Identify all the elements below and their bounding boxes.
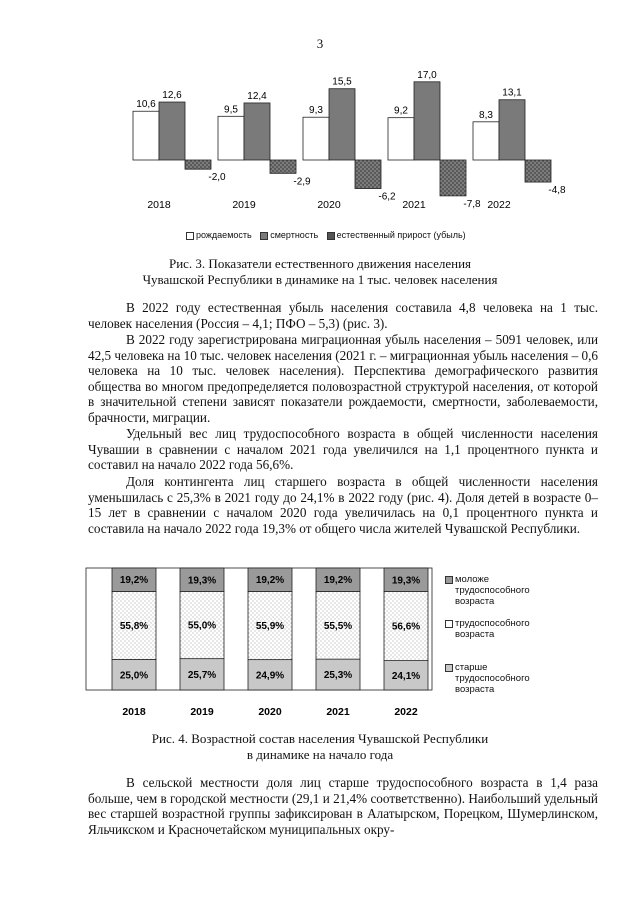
segment-label-1-2022: 56,6%	[391, 621, 421, 633]
x-tick-label-2022: 2022	[394, 706, 418, 718]
bar-рождаемость-2019	[218, 116, 244, 160]
legend-working-line2: возраста	[455, 629, 495, 640]
paragraph-5: В сельской местности доля лиц старше трудоспособного возраста в 1,4 раза больше, чем в городской местности (29,1 и 21,4% соответственно). Наибольший удельный вес старшей возрастной группы зафиксирован в Алатырском, Порецком, Шумерлинском, Яльчикском и Красночетайском муниципальных окру-	[88, 775, 598, 837]
x-tick-label-2022: 2022	[487, 199, 511, 211]
legend-younger-line3: возраста	[455, 596, 495, 607]
x-tick-label-2021: 2021	[402, 199, 426, 211]
figure3-legend	[180, 230, 466, 240]
data-label-смертность-2020: 15,5	[332, 76, 352, 88]
data-label-рождаемость-2018: 10,6	[136, 99, 156, 111]
figure4-caption	[60, 731, 580, 763]
segment-label-2-2018: 19,2%	[119, 575, 149, 587]
x-tick-label-2019: 2019	[232, 199, 256, 211]
legend-younger-line2: трудоспособного	[455, 585, 530, 596]
segment-label-2-2019: 19,3%	[187, 575, 217, 587]
figure4-caption-line1: Рис. 4. Возрастной состав населения Чувашской Республики	[151, 731, 489, 746]
figure3-caption-line2: Чувашской Республики в динамике на 1 тыс. человек населения	[142, 272, 498, 287]
data-label-естественный-2018: -2,0	[208, 172, 226, 184]
paragraph-1: В 2022 году естественная убыль населения составила 4,8 человека на 1 тыс. человек населения (Россия – 4,1; ПФО – 5,3) (рис. 3).	[88, 300, 598, 331]
natural-movement-chart	[0, 0, 640, 230]
legend-item-older	[455, 662, 530, 695]
data-label-смертность-2021: 17,0	[417, 69, 437, 81]
data-label-смертность-2019: 12,4	[247, 90, 267, 102]
legend-swatch-death	[260, 232, 268, 240]
paragraph-4: Доля контингента лиц старшего возраста в общей численности населения уменьшилась с 25,3% в 2021 году до 24,1% в 2022 году (рис. 4). Доля детей в возрасте 0–15 лет в сравнении с началом 2020 года увеличилась на 0,1 процентного пункта и составила на начало 2022 года 19,3% от общего числа жителей Чувашской Республики.	[88, 474, 598, 536]
bar-естественный-2022	[525, 160, 551, 182]
bar-смертность-2022	[499, 100, 525, 160]
legend-working-line1: трудоспособного	[455, 618, 530, 629]
bar-естественный-2021	[440, 160, 466, 196]
bar-рождаемость-2021	[388, 118, 414, 160]
legend-swatch-older	[445, 664, 453, 672]
bar-смертность-2018	[159, 102, 185, 160]
legend-label-death: смертность	[270, 230, 319, 240]
x-tick-label-2020: 2020	[317, 199, 341, 211]
data-label-смертность-2022: 13,1	[502, 87, 522, 99]
x-tick-label-2020: 2020	[258, 706, 282, 718]
data-label-естественный-2021: -7,8	[463, 198, 481, 210]
legend-older-line3: возраста	[455, 684, 495, 695]
legend-item-younger	[455, 574, 530, 607]
segment-label-1-2020: 55,9%	[255, 621, 285, 633]
bar-рождаемость-2020	[303, 117, 329, 160]
bar-смертность-2019	[244, 103, 270, 160]
data-label-рождаемость-2022: 8,3	[479, 109, 493, 121]
x-tick-label-2021: 2021	[326, 706, 350, 718]
x-tick-label-2018: 2018	[147, 199, 171, 211]
bar-естественный-2020	[355, 160, 381, 189]
segment-label-0-2019: 25,7%	[187, 669, 217, 681]
legend-younger-line1: моложе	[455, 574, 490, 585]
paragraph-2: В 2022 году зарегистрирована миграционная убыль населения – 5091 человек, или 42,5 человека на 10 тыс. человек населения (2021 г. – миграционная убыль населения – 0,6 человека на 10 тыс. человек населения). Перспектива демографического развития общества во многом предопределяется половозрастной структурой населения, от которой в значительной степени зависят показатели рождаемости, смертности, заболеваемости, брачности, миграции.	[88, 332, 598, 425]
data-label-рождаемость-2020: 9,3	[309, 105, 323, 117]
segment-label-1-2019: 55,0%	[187, 620, 217, 632]
bar-рождаемость-2022	[473, 122, 499, 160]
legend-older-line2: трудоспособного	[455, 673, 530, 684]
data-label-рождаемость-2019: 9,5	[224, 104, 238, 116]
data-label-смертность-2018: 12,6	[162, 90, 182, 102]
figure4-caption-line2: в динамике на начало года	[246, 747, 394, 762]
bar-естественный-2018	[185, 160, 211, 169]
segment-label-2-2021: 19,2%	[323, 575, 353, 587]
segment-label-0-2020: 24,9%	[255, 670, 285, 682]
segment-label-1-2021: 55,5%	[323, 620, 353, 632]
bar-смертность-2021	[414, 82, 440, 160]
legend-swatch-working	[445, 620, 453, 628]
legend-older-line1: старше	[455, 662, 488, 673]
paragraph-3: Удельный вес лиц трудоспособного возраста в общей численности населения Чувашии в сравнении с началом 2021 года увеличился на 1,1 процентного пункта и составил на начало 2022 года 56,6%.	[88, 426, 598, 473]
legend-label-natural-change: естественный прирост (убыль)	[336, 230, 466, 240]
x-tick-label-2019: 2019	[190, 706, 214, 718]
data-label-естественный-2019: -2,9	[293, 176, 311, 188]
bar-естественный-2019	[270, 160, 296, 173]
page-number: 3	[316, 36, 324, 51]
legend-item-working	[455, 618, 530, 640]
data-label-естественный-2020: -6,2	[378, 191, 396, 203]
legend-label-birth: рождаемость	[196, 230, 252, 240]
segment-label-0-2021: 25,3%	[323, 670, 353, 682]
legend-swatch-natural-change	[327, 232, 335, 240]
segment-label-0-2018: 25,0%	[119, 670, 149, 682]
figure3-caption-line1: Рис. 3. Показатели естественного движения населения	[168, 256, 472, 271]
bar-рождаемость-2018	[133, 111, 159, 160]
figure3-caption	[60, 256, 580, 288]
segment-label-2-2022: 19,3%	[391, 575, 421, 587]
bar-смертность-2020	[329, 89, 355, 160]
segment-label-2-2020: 19,2%	[255, 575, 285, 587]
age-structure-chart	[0, 560, 640, 800]
legend-swatch-birth	[186, 232, 194, 240]
legend-swatch-younger	[445, 576, 453, 584]
x-tick-label-2018: 2018	[122, 706, 146, 718]
data-label-рождаемость-2021: 9,2	[394, 105, 408, 117]
data-label-естественный-2022: -4,8	[548, 185, 566, 197]
segment-label-1-2018: 55,8%	[119, 620, 149, 632]
segment-label-0-2022: 24,1%	[391, 670, 421, 682]
